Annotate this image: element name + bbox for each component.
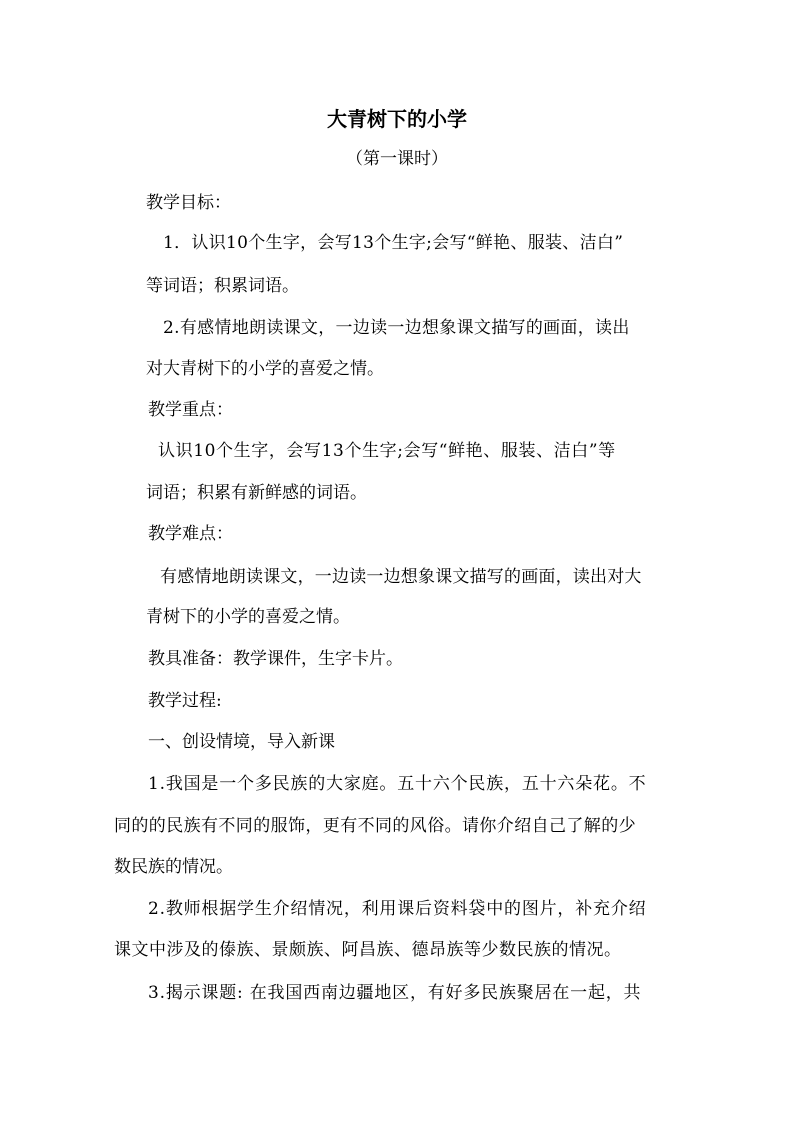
heading-process: 教学过程: — [148, 691, 222, 711]
step-1-line-3: 数民族的情况。 — [114, 857, 233, 877]
section-1-heading: 一、创设情境，导入新课 — [148, 732, 335, 752]
heading-objectives: 教学目标： — [146, 193, 231, 213]
step-2-line-2: 课文中涉及的傣族、景颇族、阿昌族、德昂族等少数民族的情况。 — [114, 940, 622, 960]
teaching-aids: 教具准备：教学课件，生字卡片。 — [148, 649, 403, 669]
key-points-line-1: 认识10个生字，会写13个生字;会写“鲜艳、服装、洁白”等 — [158, 441, 616, 461]
heading-difficulties: 教学难点： — [148, 524, 233, 544]
objective-1-line-2: 等词语；积累词语。 — [146, 276, 299, 296]
objective-1-line-1: 1．认识10个生字，会写13个生字;会写“鲜艳、服装、洁白” — [163, 233, 624, 253]
heading-key-points: 教学重点： — [148, 400, 233, 420]
step-3-line-1: 3.揭示课题: 在我国西南边疆地区，有好多民族聚居在一起，共 — [148, 983, 642, 1003]
objective-2-line-2: 对大青树下的小学的喜爱之情。 — [146, 359, 384, 379]
step-1-line-2: 同的的民族有不同的服饰，更有不同的风俗。请你介绍自己了解的少 — [114, 816, 636, 836]
document-title: 大青树下的小学 — [327, 107, 467, 131]
document-subtitle: （第一课时） — [346, 149, 448, 169]
difficulties-line-2: 青树下的小学的喜爱之情。 — [146, 607, 350, 627]
key-points-line-2: 词语；积累有新鲜感的词语。 — [146, 483, 367, 503]
difficulties-line-1: 有感情地朗读课文，一边读一边想象课文描写的画面，读出对大 — [160, 567, 642, 587]
step-2-line-1: 2.教师根据学生介绍情况，利用课后资料袋中的图片，补充介绍 — [148, 899, 647, 919]
step-1-line-1: 1.我国是一个多民族的大家庭。五十六个民族，五十六朵花。不 — [148, 774, 647, 794]
objective-2-line-1: 2.有感情地朗读课文，一边读一边想象课文描写的画面，读出 — [163, 318, 630, 338]
